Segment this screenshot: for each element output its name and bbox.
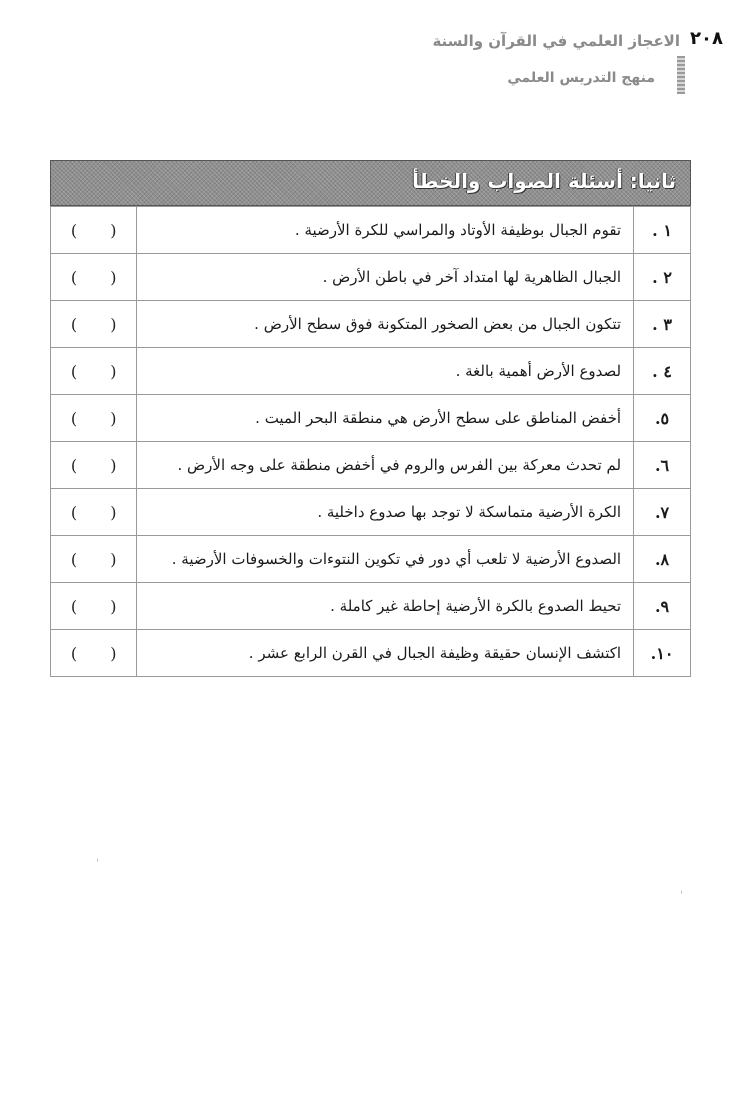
section-header-bar <box>50 160 691 206</box>
question-number: ٧. <box>634 489 691 536</box>
question-row <box>51 489 691 536</box>
answer-box[interactable]: ( ) <box>51 395 137 442</box>
question-row <box>51 301 691 348</box>
question-text: الجبال الظاهرية لها امتداد آخر في باطن الأرض . <box>137 254 634 301</box>
chapter-title: منهج التدريس العلمي <box>507 70 655 86</box>
question-text: الكرة الأرضية متماسكة لا توجد بها صدوع داخلية . <box>137 489 634 536</box>
question-number: ٦. <box>634 442 691 489</box>
true-false-table <box>50 206 691 677</box>
question-row <box>51 395 691 442</box>
question-text: اكتشف الإنسان حقيقة وظيفة الجبال في القرن الرابع عشر . <box>137 630 634 677</box>
scan-speck: ˌ <box>680 884 683 895</box>
question-number: ٩. <box>634 583 691 630</box>
answer-box[interactable]: ( ) <box>51 207 137 254</box>
section-title: ثانيا: أسئلة الصواب والخطأ <box>412 169 676 193</box>
question-number: ١٠. <box>634 630 691 677</box>
question-text: لصدوع الأرض أهمية بالغة . <box>137 348 634 395</box>
answer-box[interactable]: ( ) <box>51 301 137 348</box>
question-row <box>51 254 691 301</box>
answer-box[interactable]: ( ) <box>51 536 137 583</box>
question-number: ٢ . <box>634 254 691 301</box>
question-text: أخفض المناطق على سطح الأرض هي منطقة البحر الميت . <box>137 395 634 442</box>
scan-speck: ˌ <box>96 852 99 863</box>
answer-box[interactable]: ( ) <box>51 442 137 489</box>
question-row <box>51 630 691 677</box>
question-row <box>51 536 691 583</box>
question-text: تحيط الصدوع بالكرة الأرضية إحاطة غير كاملة . <box>137 583 634 630</box>
question-number: ٣ . <box>634 301 691 348</box>
question-row <box>51 583 691 630</box>
answer-box[interactable]: ( ) <box>51 489 137 536</box>
question-text: تقوم الجبال بوظيفة الأوتاد والمراسي للكرة الأرضية . <box>137 207 634 254</box>
question-row <box>51 348 691 395</box>
page-number: ٢٠٨ <box>690 28 723 49</box>
answer-box[interactable]: ( ) <box>51 254 137 301</box>
question-number: ١ . <box>634 207 691 254</box>
question-text: لم تحدث معركة بين الفرس والروم في أخفض منطقة على وجه الأرض . <box>137 442 634 489</box>
header-ornament <box>677 56 685 94</box>
book-title: الاعجاز العلمي في القرآن والسنة <box>432 32 680 50</box>
question-number: ٥. <box>634 395 691 442</box>
question-number: ٨. <box>634 536 691 583</box>
answer-box[interactable]: ( ) <box>51 630 137 677</box>
question-number: ٤ . <box>634 348 691 395</box>
answer-box[interactable]: ( ) <box>51 583 137 630</box>
answer-box[interactable]: ( ) <box>51 348 137 395</box>
question-text: تتكون الجبال من بعض الصخور المتكونة فوق سطح الأرض . <box>137 301 634 348</box>
question-row <box>51 207 691 254</box>
question-row <box>51 442 691 489</box>
question-text: الصدوع الأرضية لا تلعب أي دور في تكوين النتوءات والخسوفات الأرضية . <box>137 536 634 583</box>
